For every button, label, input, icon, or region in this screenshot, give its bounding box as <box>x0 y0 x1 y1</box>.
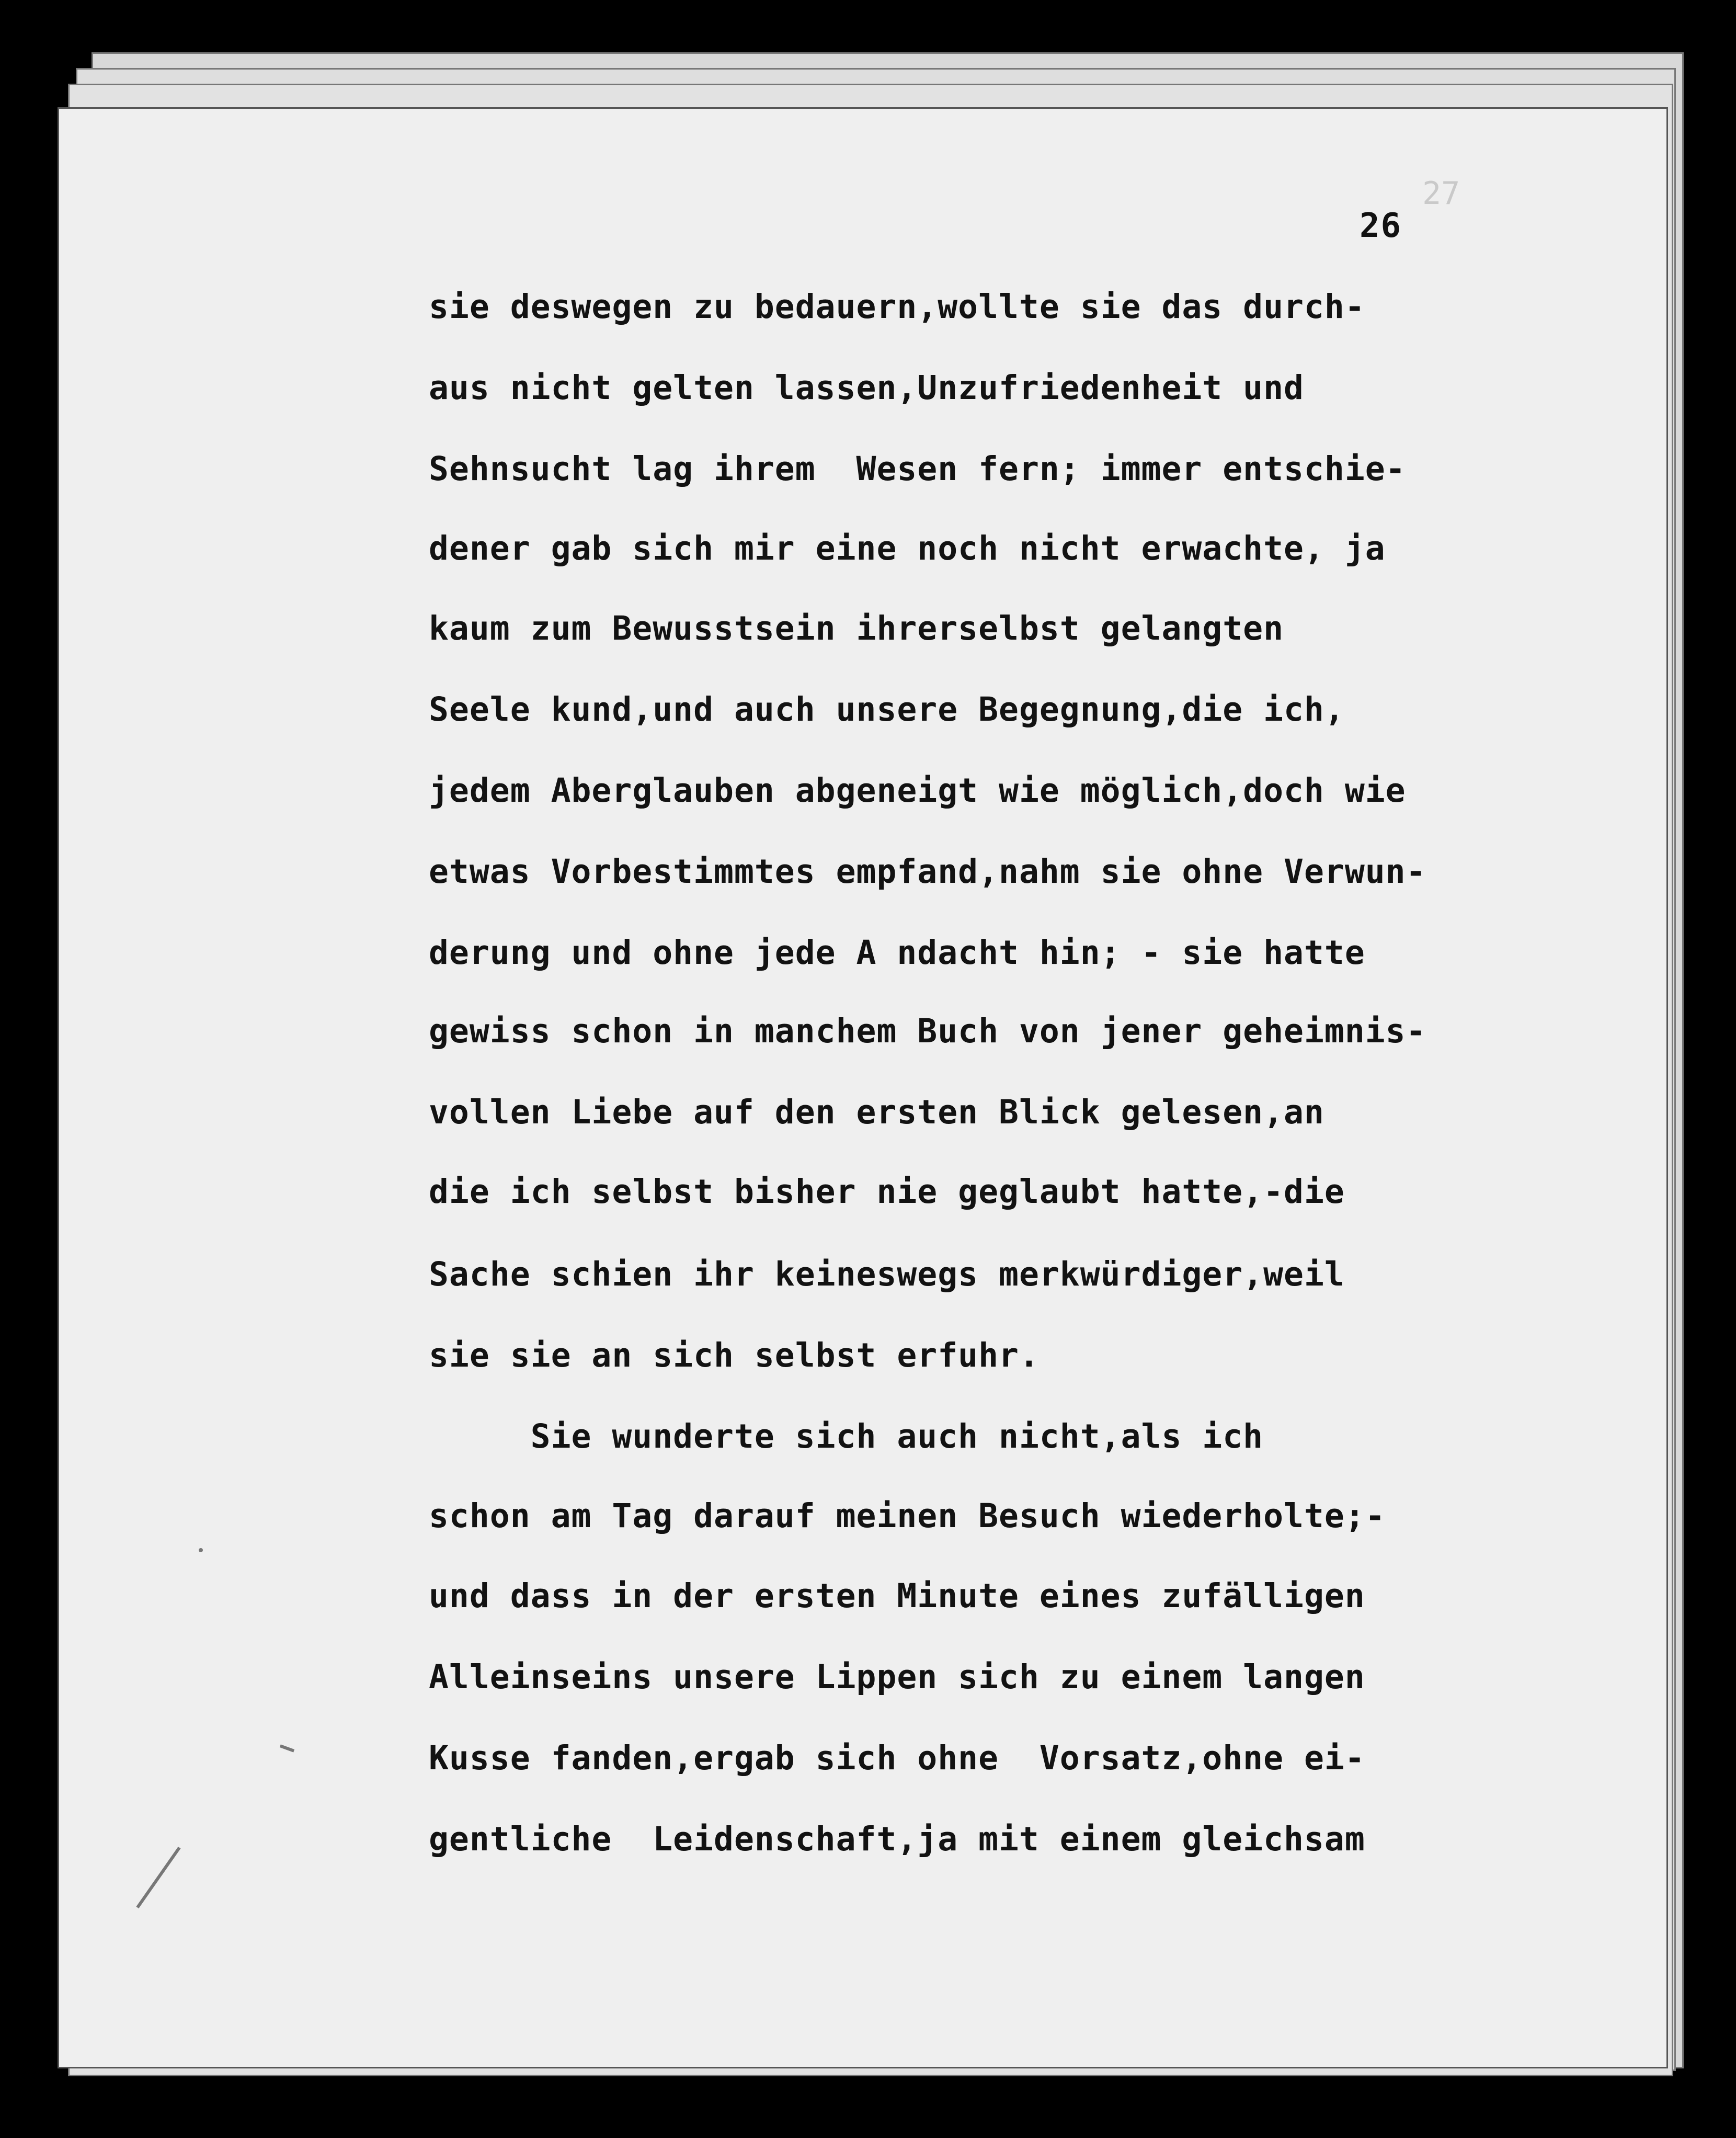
ghost-page-number: 27 <box>1422 175 1460 212</box>
text-line: etwas Vorbestimmtes empfand,nahm sie ohne Verwun- <box>429 852 1426 891</box>
text-line: schon am Tag darauf meinen Besuch wiederholte;- <box>429 1497 1386 1535</box>
text-line: sie sie an sich selbst erfuhr. <box>429 1336 1040 1374</box>
text-line: gentliche Leidenschaft,ja mit einem gleichsam <box>429 1820 1365 1858</box>
text-line: Sache schien ihr keineswegs merkwürdiger,weil <box>429 1255 1345 1293</box>
text-line: sie deswegen zu bedauern,wollte sie das durch- <box>429 288 1365 326</box>
text-line: gewiss schon in manchem Buch von jener geheimnis- <box>429 1012 1426 1050</box>
text-line: und dass in der ersten Minute eines zufälligen <box>429 1577 1365 1615</box>
text-line: die ich selbst bisher nie geglaubt hatte,-die <box>429 1173 1345 1211</box>
text-line: dener gab sich mir eine noch nicht erwachte, ja <box>429 529 1386 567</box>
text-line: aus nicht gelten lassen,Unzufriedenheit und <box>429 369 1304 407</box>
text-line: Sie wunderte sich auch nicht,als ich <box>429 1417 1264 1455</box>
text-line: Alleinseins unsere Lippen sich zu einem langen <box>429 1658 1365 1696</box>
text-line: Seele kund,und auch unsere Begegnung,die ich, <box>429 690 1345 729</box>
scan-mark <box>199 1548 203 1552</box>
text-line: Sehnsucht lag ihrem Wesen fern; immer entschie- <box>429 450 1406 488</box>
text-line: Kusse fanden,ergab sich ohne Vorsatz,ohne ei- <box>429 1739 1365 1777</box>
text-line: jedem Aberglauben abgeneigt wie möglich,doch wie <box>429 771 1406 810</box>
text-line: derung und ohne jede A ndacht hin; - sie hatte <box>429 934 1365 972</box>
text-line: kaum zum Bewusstsein ihrerselbst gelangten <box>429 609 1284 647</box>
page-number: 26 <box>1360 207 1402 245</box>
text-line: vollen Liebe auf den ersten Blick gelesen,an <box>429 1093 1324 1131</box>
